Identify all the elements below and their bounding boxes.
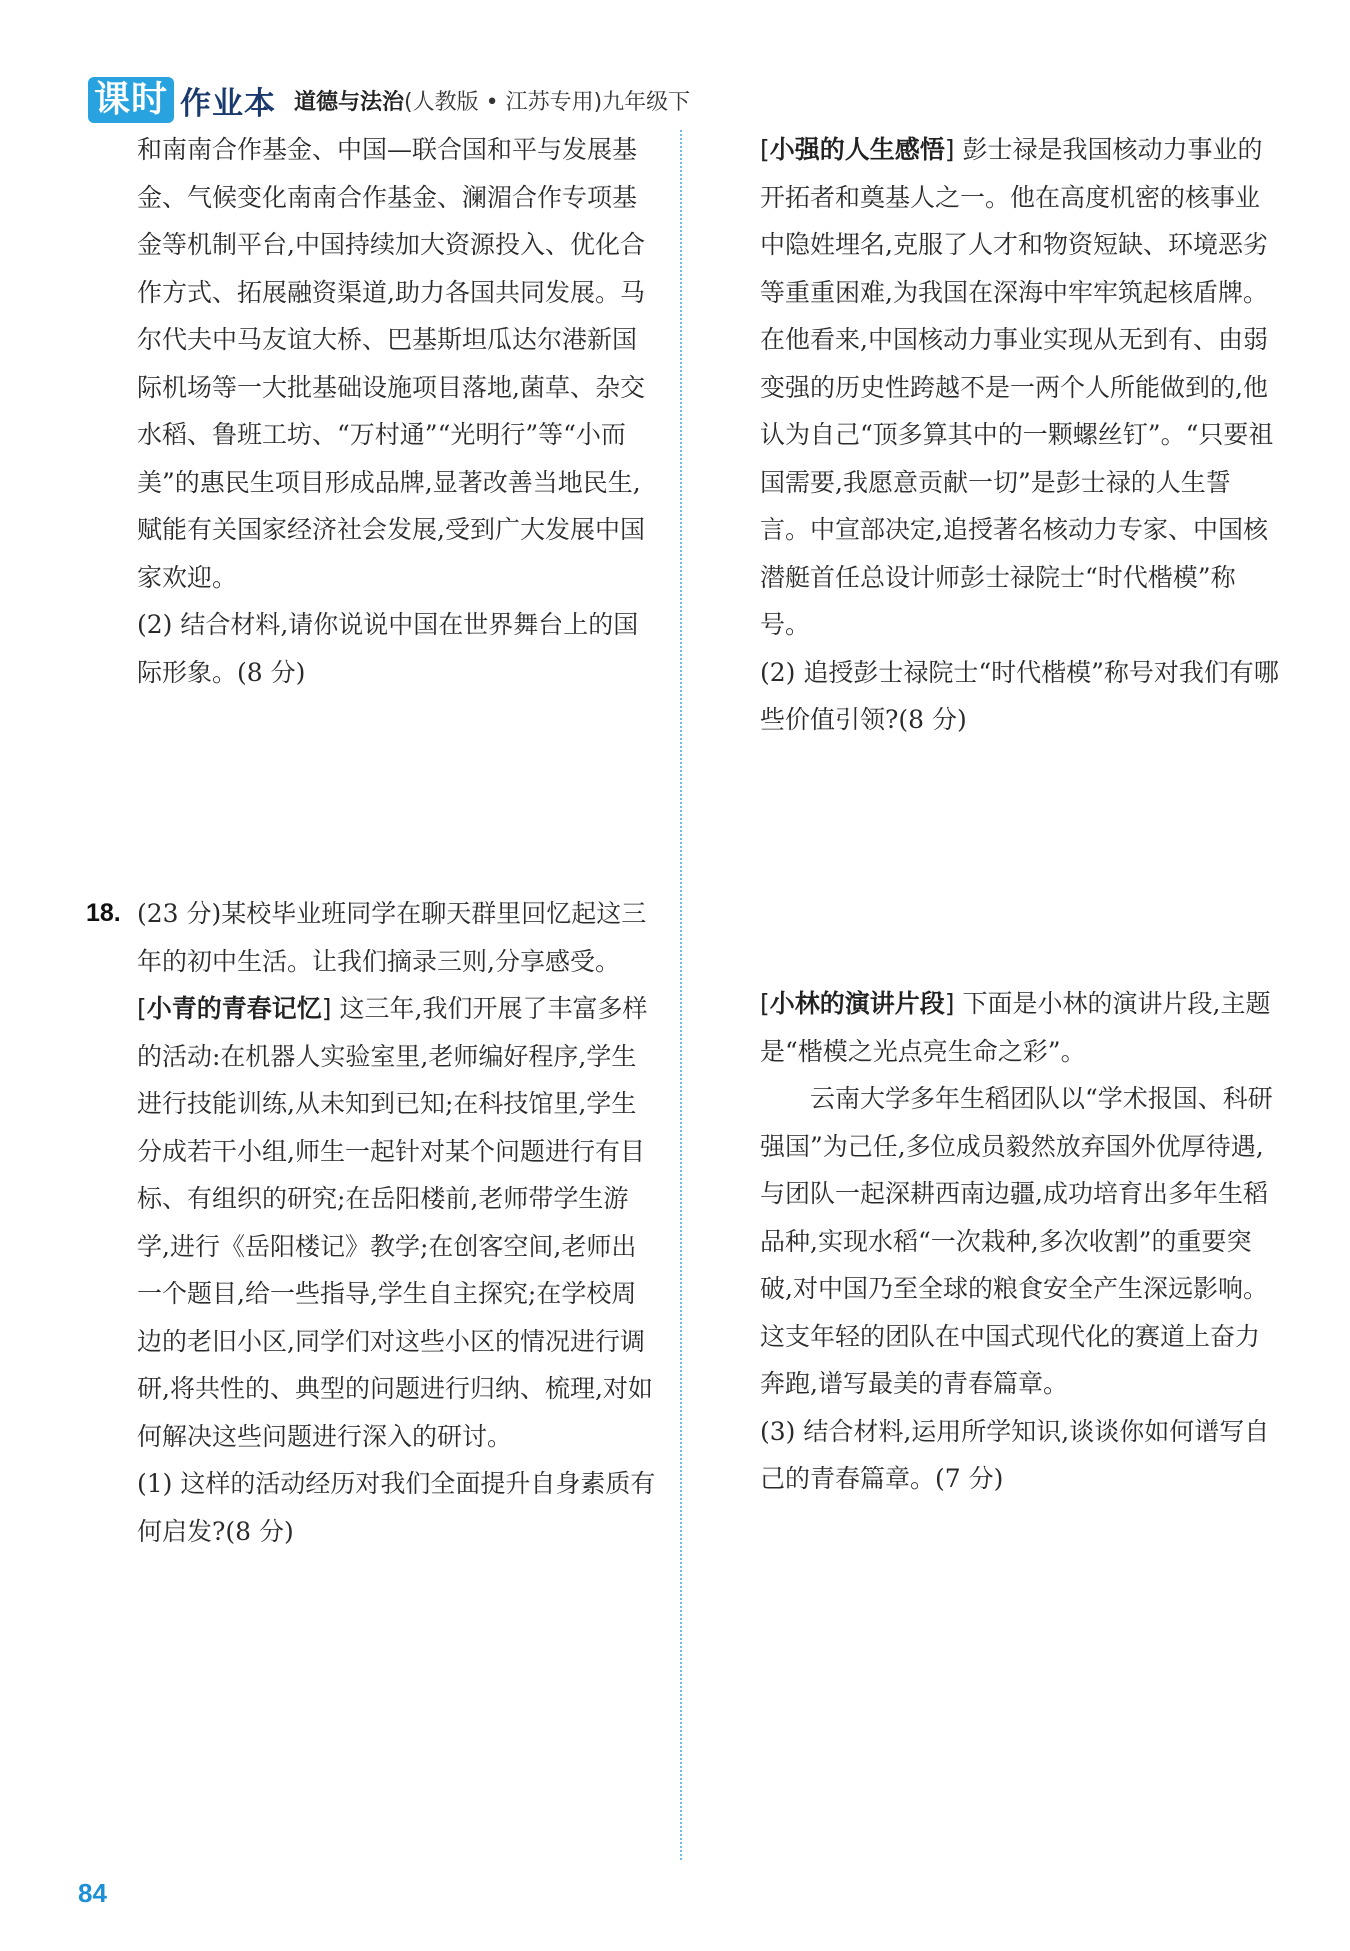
question-18-intro: (23 分)某校毕业班同学在聊天群里回忆起这三年的初中生活。让我们摘录三则,分享感受。 bbox=[137, 899, 647, 976]
column-divider bbox=[680, 130, 682, 1860]
question-3: (3) 结合材料,运用所学知识,谈谈你如何谱写自己的青春篇章。(7 分) bbox=[760, 1416, 1270, 1493]
question-1: (1) 这样的活动经历对我们全面提升自身素质有何启发?(8 分) bbox=[137, 1469, 656, 1546]
question-18-block bbox=[137, 890, 657, 1555]
right-bottom-block bbox=[760, 980, 1280, 1503]
logo-kecs: 课时 bbox=[88, 77, 174, 123]
xiaolin-tag: 小林的演讲片段 bbox=[769, 989, 945, 1018]
header-edition: (人教版 • 江苏专用)九年级下 bbox=[404, 89, 691, 115]
header-subject: 道德与法治 bbox=[294, 89, 405, 115]
xiaoqing-text: 这三年,我们开展了丰富多样的活动:在机器人实验室里,老师编好程序,学生进行技能训练,从未知到已知;在科技馆里,学生分成若干小组,师生一起针对某个问题进行有目标、有组织的研究;在岳阳楼前,老师带学生游学,进行《岳阳楼记》教学;在创客空间,老师出一个题目,给一些指导,学生自主探究;在学校周边的老旧小区,同学们对这些小区的情况进行调研,将共性的、典型的问题进行归纳、梳理,对如何解决这些问题进行深入的研讨。 bbox=[137, 994, 653, 1451]
xiaolin-text: 下面是小林的演讲片段,主题是“楷模之光点亮生命之彩”。 bbox=[760, 989, 1271, 1066]
left-top-block bbox=[137, 126, 657, 696]
page-number: 84 bbox=[78, 1878, 107, 1908]
logo-book: 作业本 bbox=[180, 85, 277, 122]
question-number: 18. bbox=[86, 899, 121, 927]
xiaoqiang-paragraph: [小强的人生感悟] 彭士禄是我国核动力事业的开拓者和奠基人之一。他在高度机密的核事业中隐姓埋名,克服了人才和物资短缺、环境恶劣等重重困难,为我国在深海中牢牢筑起核盾牌。在他看来,中国核动力事业实现从无到有、由弱变强的历史性跨越不是一两个人所能做到的,他认为自己“顶多算其中的一颗螺丝钉”。“只要祖国需要,我愿意贡献一切”是彭士禄的人生誓言。中宣部决定,追授著名核动力专家、中国核潜艇首任总设计师彭士禄院士“时代楷模”称号。 bbox=[760, 135, 1274, 639]
question-2-left: (2) 结合材料,请你说说中国在世界舞台上的国际形象。(8 分) bbox=[137, 610, 639, 687]
xiaolin-paragraph: [小林的演讲片段] 下面是小林的演讲片段,主题是“楷模之光点亮生命之彩”。 bbox=[760, 989, 1271, 1066]
page-header bbox=[88, 74, 690, 126]
xiaoqing-paragraph: [小青的青春记忆] 这三年,我们开展了丰富多样的活动:在机器人实验室里,老师编好程序,学生进行技能训练,从未知到已知;在科技馆里,学生分成若干小组,师生一起针对某个问题进行有目标、有组织的研究;在岳阳楼前,老师带学生游学,进行《岳阳楼记》教学;在创客空间,老师出一个题目,给一些指导,学生自主探究;在学校周边的老旧小区,同学们对这些小区的情况进行调研,将共性的、典型的问题进行归纳、梳理,对如何解决这些问题进行深入的研讨。 bbox=[137, 994, 653, 1451]
question-2-right: (2) 追授彭士禄院士“时代楷模”称号对我们有哪些价值引领?(8 分) bbox=[760, 657, 1279, 734]
right-top-block bbox=[760, 126, 1280, 744]
material-paragraph: 和南南合作基金、中国—联合国和平与发展基金、气候变化南南合作基金、澜湄合作专项基金等机制平台,中国持续加大资源投入、优化合作方式、拓展融资渠道,助力各国共同发展。马尔代夫中马友谊大桥、巴基斯坦瓜达尔港新国际机场等一大批基础设施项目落地,菌草、杂交水稻、鲁班工坊、“万村通”“光明行”等“小而美”的惠民生项目形成品牌,显著改善当地民生,赋能有关国家经济社会发展,受到广大发展中国家欢迎。 bbox=[137, 135, 645, 592]
xiaoqing-tag: 小青的青春记忆 bbox=[146, 994, 322, 1023]
xiaoqiang-text: 彭士禄是我国核动力事业的开拓者和奠基人之一。他在高度机密的核事业中隐姓埋名,克服了人才和物资短缺、环境恶劣等重重困难,为我国在深海中牢牢筑起核盾牌。在他看来,中国核动力事业实现从无到有、由弱变强的历史性跨越不是一两个人所能做到的,他认为自己“顶多算其中的一颗螺丝钉”。“只要祖国需要,我愿意贡献一切”是彭士禄的人生誓言。中宣部决定,追授著名核动力专家、中国核潜艇首任总设计师彭士禄院士“时代楷模”称号。 bbox=[760, 135, 1274, 639]
workbook-logo bbox=[88, 77, 276, 123]
speech-paragraph: 云南大学多年生稻团队以“学术报国、科研强国”为己任,多位成员毅然放弃国外优厚待遇,与团队一起深耕西南边疆,成功培育出多年生稻品种,实现水稻“一次栽种,多次收割”的重要突破,对中国乃至全球的粮食安全产生深远影响。这支年轻的团队在中国式现代化的赛道上奋力奔跑,谱写最美的青春篇章。 bbox=[760, 1084, 1273, 1398]
xiaoqiang-tag: 小强的人生感悟 bbox=[769, 135, 945, 164]
